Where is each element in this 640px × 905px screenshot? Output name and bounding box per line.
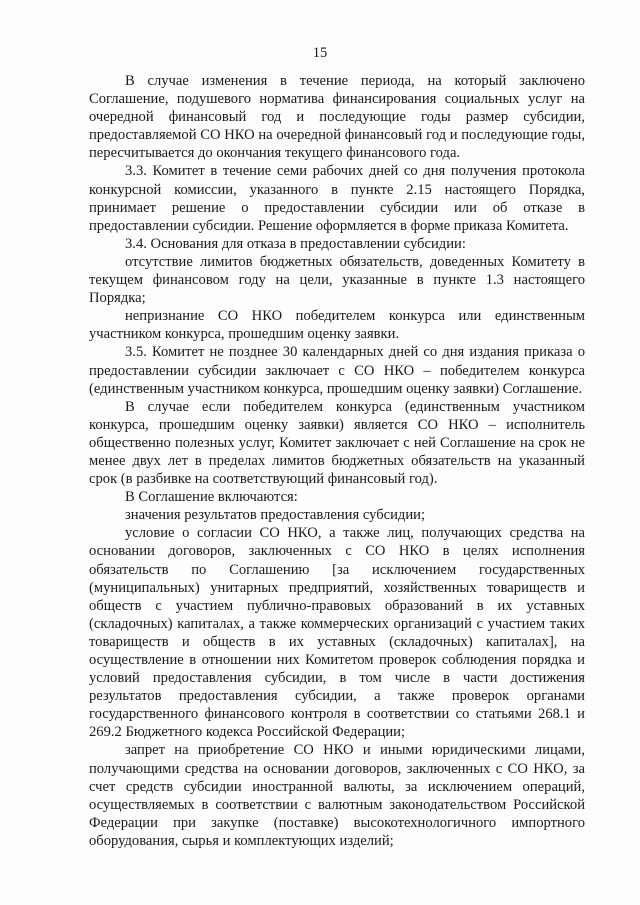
paragraph-not-winner: непризнание СО НКО победителем конкурса или единственным участником конкурса, прошедшим оценку заявки.	[89, 308, 585, 343]
paragraph-agreement-includes: В Соглашение включаются:	[125, 489, 298, 506]
paragraph-result-values: значения результатов предоставления субсидии;	[125, 507, 426, 524]
paragraph-consent-to-audits: условие о согласии СО НКО, а также лиц, получающих средства на основании договоров, заключенных с СО НКО в целях исполнения обязательств по Соглашению [за исключением государственных (муниципальных) унитарных предприятий, хозяйственных товариществ и обществ с участием публично-правовых образований в их уставных (складочных) капиталах, а также коммерческих организаций с участием таких товариществ и обществ в их уставных (складочных) капиталах], на осуществление в отношении них Комитетом проверок соблюдения порядка и условий предоставления субсидии, в том числе в части достижения результатов предоставления субсидии, а также проверок органами государственного финансового контроля в соответствии со статьями 268.1 и 269.2 Бюджетного кодекса Российской Федерации;	[89, 525, 585, 741]
paragraph-subsidy-recalculation: В случае изменения в течение периода, на который заключено Соглашение, подушевого норматива финансирования социальных услуг на очередной финансовый год и последующие годы размер субсидии, предоставляемой СО НКО на очередной финансовый год и последующие годы, пересчитывается до окончания текущего финансового года.	[89, 73, 585, 162]
document-body	[89, 72, 585, 850]
paragraph-3-4-refusal-grounds: 3.4. Основания для отказа в предоставлении субсидии:	[125, 235, 466, 252]
page-number: 15	[312, 45, 328, 61]
paragraph-currency-ban: запрет на приобретение СО НКО и иными юридическими лицами, получающими средства на основании договоров, заключенных с СО НКО, за счет средств субсидии иностранной валюты, за исключением операций, осуществляемых в соответствии с валютным законодательством Российской Федерации при закупке (поставке) высокотехнологичного импортного оборудования, сырья и комплектующих изделий;	[89, 742, 585, 849]
paragraph-3-3-decision: 3.3. Комитет в течение семи рабочих дней со дня получения протокола конкурсной комиссии, указанного в пункте 2.15 настоящего Порядка, принимает решение о предоставлении субсидии или об отказе в предоставлении субсидии. Решение оформляется в форме приказа Комитета.	[89, 163, 585, 234]
paragraph-3-5-agreement: 3.5. Комитет не позднее 30 календарных дней со дня издания приказа о предоставлении субсидии заключает с СО НКО – победителем конкурса (единственным участником конкурса, прошедшим оценку заявки) Соглашение.	[89, 344, 585, 397]
paragraph-two-year-agreement: В случае если победителем конкурса (единственным участником конкурса, прошедшим оценку заявки) является СО НКО – исполнитель общественно полезных услуг, Комитет заключает с ней Соглашение на срок не менее двух лет в пределах лимитов бюджетных обязательств на указанный срок (в разбивке на соответствующий финансовый год).	[89, 398, 585, 488]
paragraph-no-budget-limits: отсутствие лимитов бюджетных обязательств, доведенных Комитету в текущем финансовом году на цели, указанные в пункте 1.3 настоящего Порядка;	[89, 253, 585, 307]
